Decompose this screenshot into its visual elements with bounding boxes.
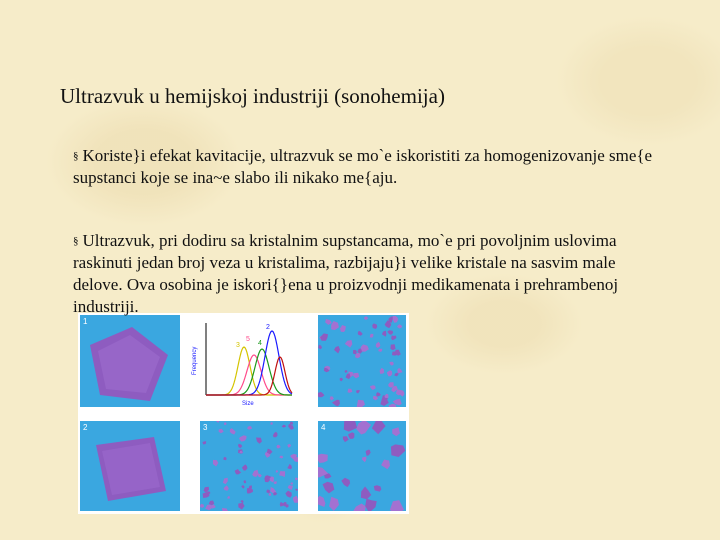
- curve-label: 3: [236, 342, 240, 349]
- curve-label: 5: [246, 336, 250, 343]
- curve-label: 2: [266, 324, 270, 331]
- panel-bottom-left: [80, 421, 180, 511]
- bullet-paragraph-2: [73, 230, 653, 318]
- large-crystal-image: [80, 315, 180, 407]
- bullet-marker: §: [73, 235, 79, 247]
- panel-top-left: [80, 315, 180, 407]
- square-crystal-image: [80, 421, 180, 511]
- small-crystals-image: [318, 315, 406, 407]
- x-axis-label: Size: [242, 401, 254, 407]
- y-axis-label: Frequency: [192, 346, 198, 375]
- size-distribution-chart: [186, 315, 297, 407]
- panel-number: 3: [203, 423, 208, 432]
- bullet-paragraph-1: [73, 145, 653, 189]
- crystal-figure: [78, 313, 409, 514]
- panel-bottom-middle: [200, 421, 298, 511]
- bullet-marker: §: [73, 150, 79, 162]
- fragments-image: [200, 421, 298, 511]
- panel-number: 1: [83, 317, 88, 326]
- curve-label: 4: [258, 340, 262, 347]
- bullet-text-1: Koriste}i efekat kavitacije, ultrazvuk se mo`e iskoristiti za homogenizovanje sme{e supstanci koje se ina~e slabo ili nikako me{aju.: [73, 146, 653, 187]
- bullet-text-2: Ultrazvuk, pri dodiru sa kristalnim supstancama, mo`e pri povoljnim uslovima raskinuti jedan broj veza u kristalima, razbijaju}i velike kristale na sasvim male delove. Ova osobina je iskori{}ena u proizvodnji medikamenata i prehrambenoj industriji.: [73, 231, 619, 316]
- clusters-image: [318, 421, 406, 511]
- panel-bottom-right: [318, 421, 406, 511]
- slide-title: Ultrazvuk u hemijskoj industriji (sonohemija): [60, 84, 445, 108]
- panel-number: 4: [321, 423, 326, 432]
- panel-number: 2: [83, 423, 88, 432]
- panel-top-right: [318, 315, 406, 407]
